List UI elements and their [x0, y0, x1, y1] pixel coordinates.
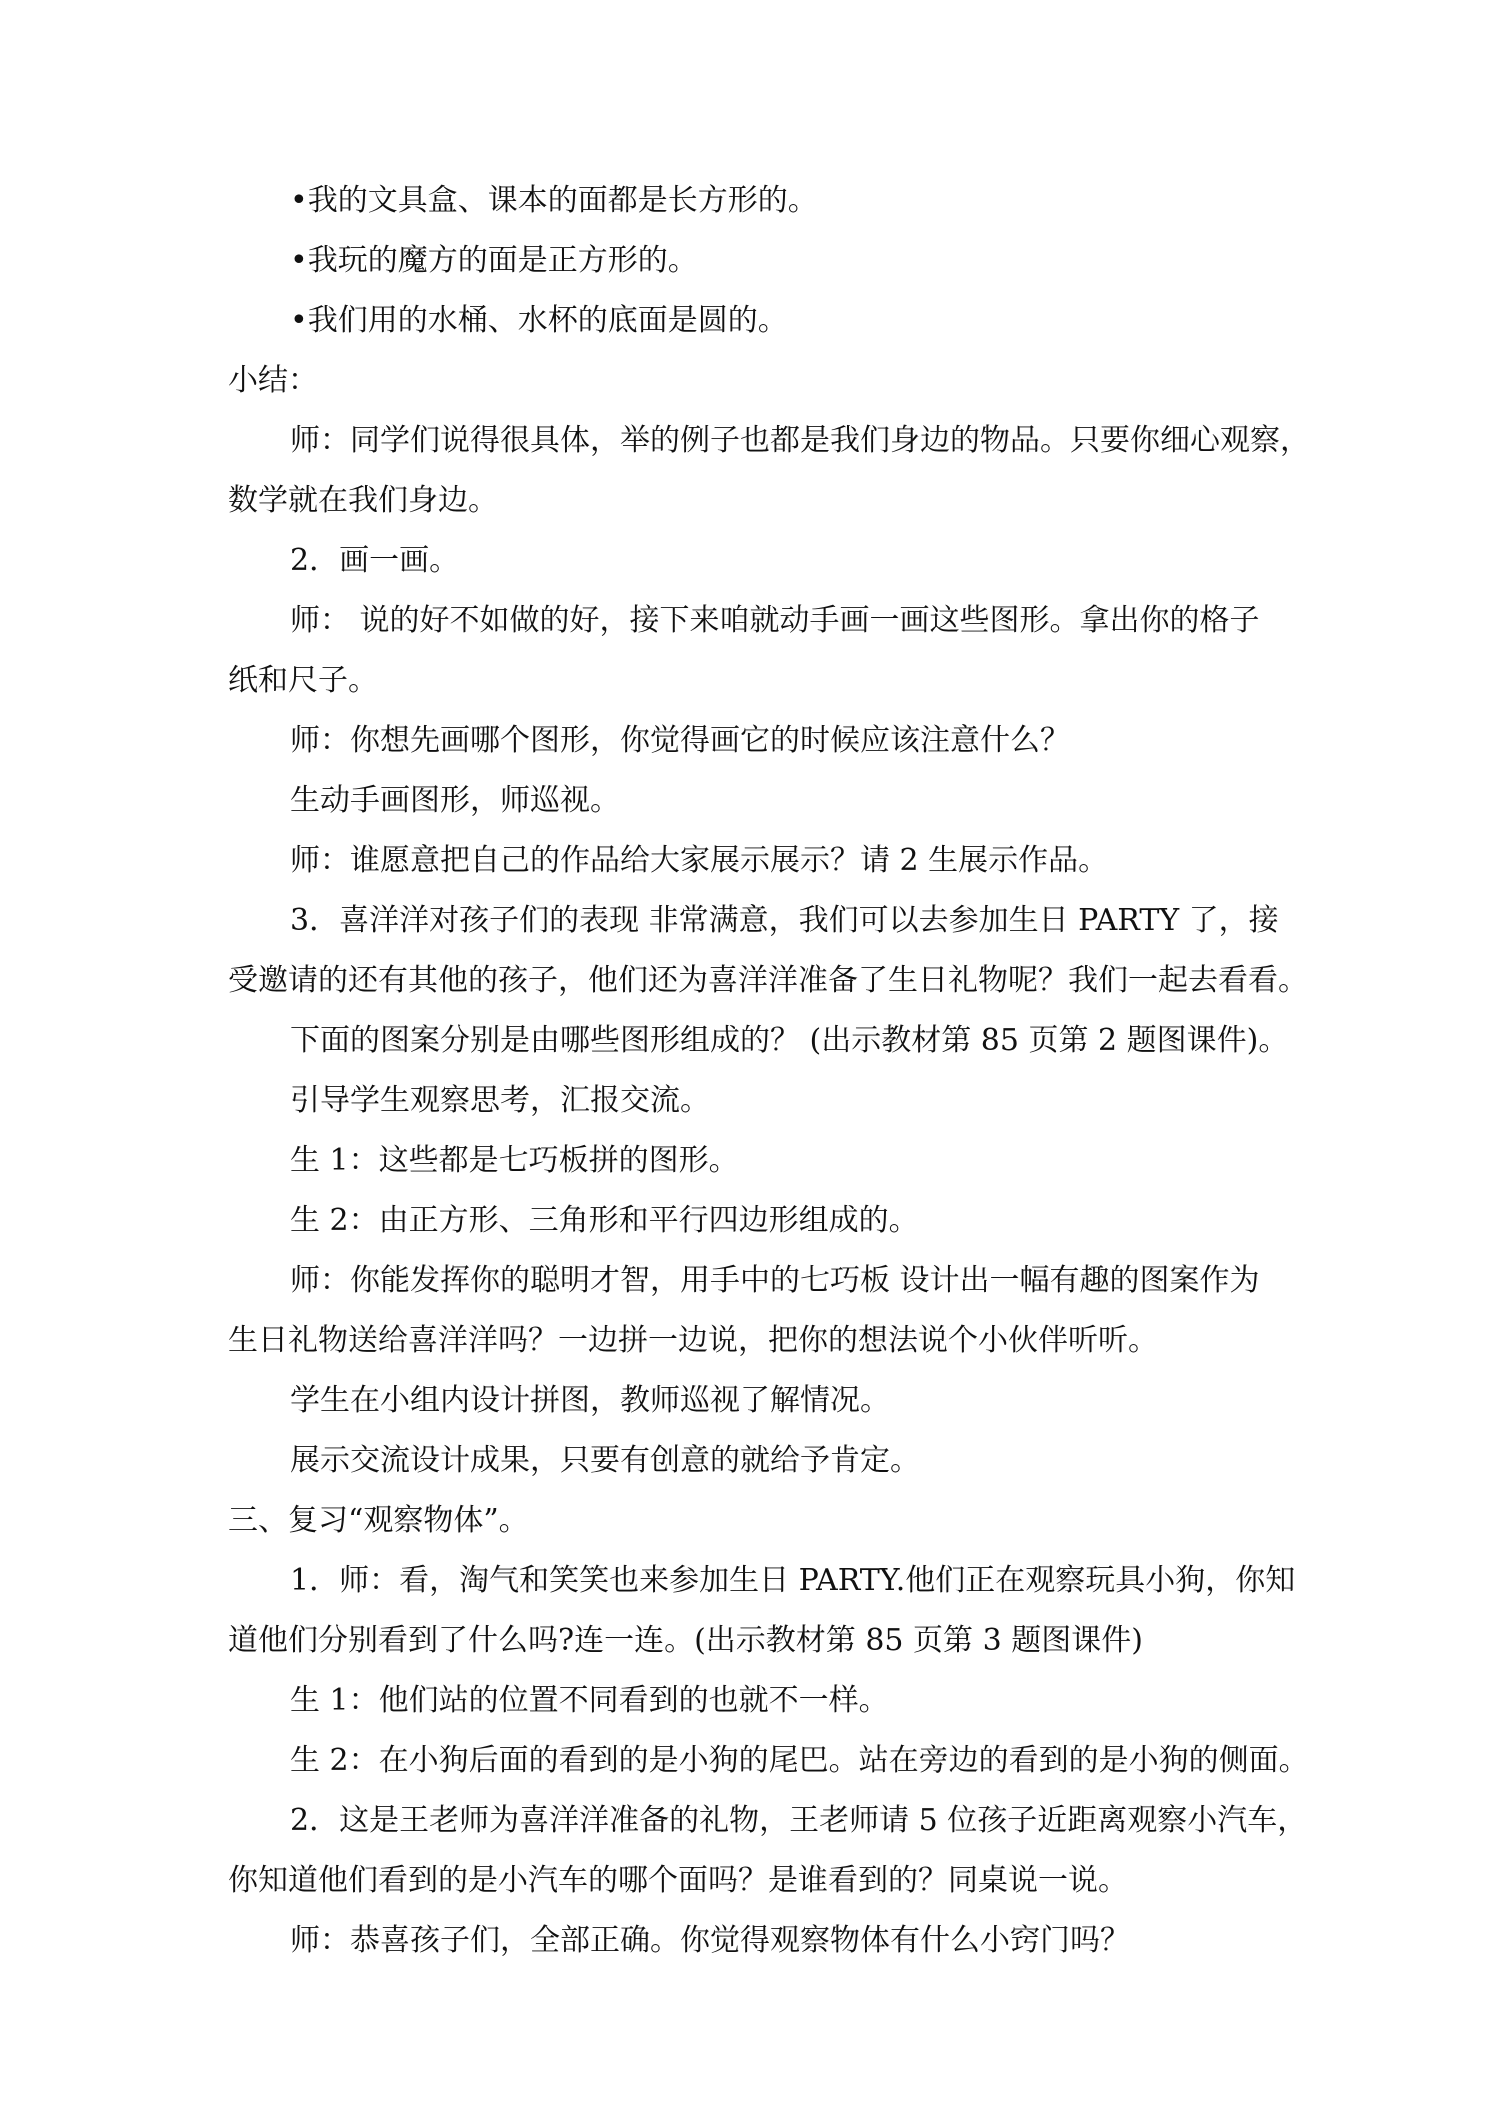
text-line: 师： 说的好不如做的好，接下来咱就动手画一画这些图形。拿出你的格子 — [290, 603, 1260, 638]
text-line: 引导学生观察思考，汇报交流。 — [290, 1083, 710, 1118]
text-line: 1．师：看，淘气和笑笑也来参加生日 PARTY.他们正在观察玩具小狗，你知 — [290, 1563, 1296, 1598]
text-line: 你知道他们看到的是小汽车的哪个面吗？是谁看到的？同桌说一说。 — [228, 1863, 1128, 1898]
bullet-line: •我们用的水桶、水杯的底面是圆的。 — [290, 303, 788, 338]
text-line: 3．喜洋洋对孩子们的表现 非常满意，我们可以去参加生日 PARTY 了，接 — [290, 903, 1279, 938]
text-line: 道他们分别看到了什么吗?连一连。(出示教材第 85 页第 3 题图课件) — [228, 1623, 1143, 1658]
text-line: 师：谁愿意把自己的作品给大家展示展示？请 2 生展示作品。 — [290, 843, 1109, 878]
text-line: 生动手画图形，师巡视。 — [290, 783, 620, 818]
text-line: 师：恭喜孩子们，全部正确。你觉得观察物体有什么小窍门吗？ — [290, 1923, 1130, 1958]
text-line: 师：你想先画哪个图形，你觉得画它的时候应该注意什么？ — [290, 723, 1070, 758]
text-line: 师：同学们说得很具体，举的例子也都是我们身边的物品。只要你细心观察， — [290, 423, 1310, 458]
text-line: 纸和尺子。 — [228, 663, 378, 698]
text-line: 生 2：由正方形、三角形和平行四边形组成的。 — [290, 1203, 919, 1238]
text-line: 2．这是王老师为喜洋洋准备的礼物，王老师请 5 位孩子近距离观察小汽车， — [290, 1803, 1308, 1838]
text-line: 生 2：在小狗后面的看到的是小狗的尾巴。站在旁边的看到的是小狗的侧面。 — [290, 1743, 1309, 1778]
text-line: 学生在小组内设计拼图，教师巡视了解情况。 — [290, 1383, 890, 1418]
section-heading: 三、复习“观察物体”。 — [228, 1503, 529, 1538]
text-line: 受邀请的还有其他的孩子，他们还为喜洋洋准备了生日礼物呢？我们一起去看看。 — [228, 963, 1308, 998]
text-line: 生 1：这些都是七巧板拼的图形。 — [290, 1143, 739, 1178]
step-heading: 2．画一画。 — [290, 543, 460, 578]
bullet-line: •我玩的魔方的面是正方形的。 — [290, 243, 698, 278]
section-label: 小结： — [228, 363, 318, 398]
text-line: 下面的图案分别是由哪些图形组成的？ (出示教材第 85 页第 2 题图课件)。 — [290, 1023, 1289, 1058]
bullet-line: •我的文具盒、课本的面都是长方形的。 — [290, 183, 818, 218]
text-line: 师：你能发挥你的聪明才智，用手中的七巧板 设计出一幅有趣的图案作为 — [290, 1263, 1260, 1298]
text-line: 展示交流设计成果，只要有创意的就给予肯定。 — [290, 1443, 920, 1478]
text-line: 生 1：他们站的位置不同看到的也就不一样。 — [290, 1683, 889, 1718]
text-line: 数学就在我们身边。 — [228, 483, 498, 518]
text-line: 生日礼物送给喜洋洋吗？一边拼一边说，把你的想法说个小伙伴听听。 — [228, 1323, 1158, 1358]
